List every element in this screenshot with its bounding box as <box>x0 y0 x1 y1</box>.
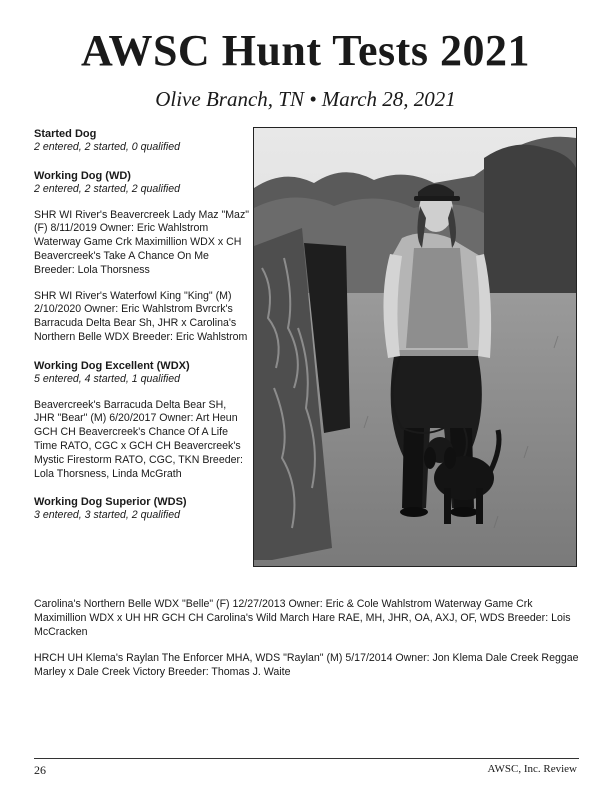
dog-entry: SHR WI River's Beavercreek Lady Maz "Maz" (F) 8/11/2019 Owner: Eric Wahlstrom Waterway Game Crk Maximillion WDX x CH Beavercreek's Take A Chance On Me Breeder: Lola Thorsness <box>34 208 249 276</box>
dog-entry: SHR WI River's Waterfowl King "King" (M) 2/10/2020 Owner: Eric Wahlstrom Bvrcrk's Barracuda Delta Bear Sh, JHR x Carolina's Northern Belle WDX Breeder: Eric Wahlstrom <box>34 289 248 343</box>
section-wds <box>34 495 249 523</box>
publication-name: AWSC, Inc. Review <box>487 763 577 775</box>
page-number: 26 <box>34 763 46 777</box>
section-heading: Working Dog Excellent (WDX) <box>34 359 190 372</box>
section-heading: Started Dog <box>34 128 97 140</box>
section-started <box>34 127 249 155</box>
event-subtitle: Olive Branch, TN • March 28, 2021 <box>155 87 456 111</box>
section-heading: Working Dog (WD) <box>34 169 131 182</box>
section-stats: 5 entered, 4 started, 1 qualified <box>34 372 181 385</box>
page-title: AWSC Hunt Tests 2021 <box>81 26 530 75</box>
section-stats: 2 entered, 2 started, 2 qualified <box>34 182 181 195</box>
wds-entries <box>34 598 579 680</box>
section-wdx <box>34 359 249 482</box>
dog-entry: Beavercreek's Barracuda Delta Bear SH, JHR "Bear" (M) 6/20/2017 Owner: Art Heun GCH CH Beavercreek's Chance Of A Life Time RATO, CGC x GCH CH Beavercreek's Mystic Firestorm RATO, CGC, TKN Breeder: Lola Thorsness, Linda McGrath <box>34 398 243 480</box>
handler-with-dog-photo <box>253 127 577 567</box>
section-wd <box>34 169 249 345</box>
dog-entry: HRCH UH Klema's Raylan The Enforcer MHA, WDS "Raylan" (M) 5/17/2014 Owner: Jon Klema Dale Creek Reggae Marley x Dale Creek Victory Breeder: Thomas J. Waite <box>34 652 579 679</box>
section-stats: 2 entered, 2 started, 0 qualified <box>34 141 181 153</box>
section-heading: Working Dog Superior (WDS) <box>34 496 187 509</box>
dog-entry: Carolina's Northern Belle WDX "Belle" (F) 12/27/2013 Owner: Eric & Cole Wahlstrom Waterway Game Crk Maximillion WDX x UH HR GCH CH Carolina's Wild March Hare RAE, MH, JHR, OA, AXJ, OF, WDS Breeder: Lois McCracken <box>34 598 571 638</box>
footer-divider <box>34 758 579 759</box>
section-stats: 3 entered, 3 started, 2 qualified <box>34 509 181 522</box>
results-column <box>34 127 249 523</box>
